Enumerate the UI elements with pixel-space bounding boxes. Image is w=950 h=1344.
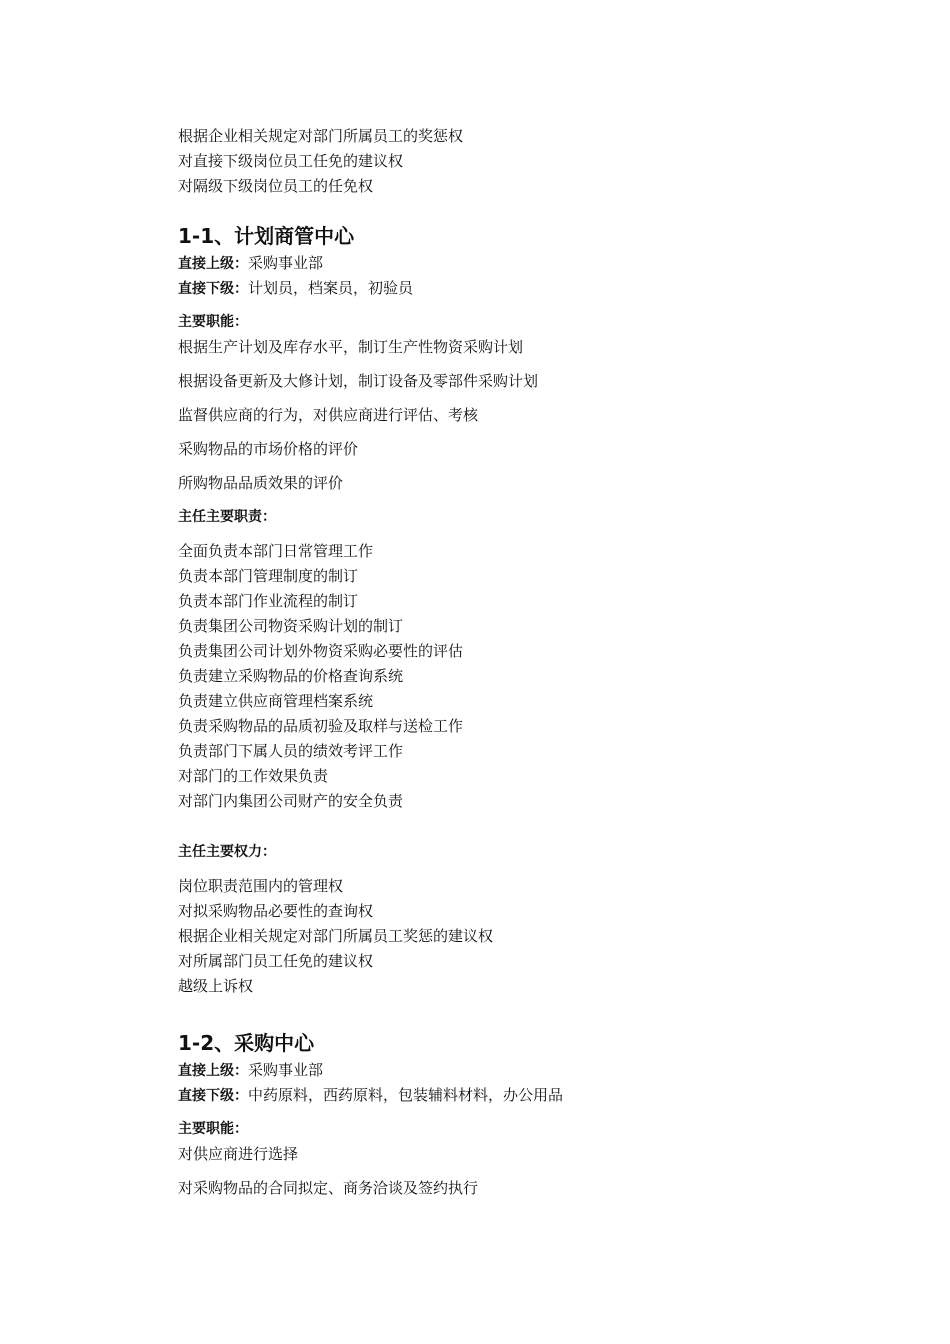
list-item: 负责集团公司物资采购计划的制订 [178,617,404,635]
list-item: 采购物品的市场价格的评价 [178,440,359,458]
director-powers-list [178,874,878,999]
list-item: 负责建立采购物品的价格查询系统 [178,667,404,685]
direct-superior-row [178,1058,878,1083]
list-item: 负责本部门作业流程的制订 [178,592,359,610]
list-item: 越级上诉权 [178,977,254,995]
section-planning-center [178,221,878,999]
main-functions-label: 主要职能： [178,314,248,330]
list-item: 负责本部门管理制度的制订 [178,567,359,585]
direct-superior-value: 采购事业部 [248,254,324,272]
list-item: 岗位职责范围内的管理权 [178,877,344,895]
list-item: 负责建立供应商管理档案系统 [178,692,374,710]
list-item: 负责采购物品的品质初验及取样与送检工作 [178,717,464,735]
list-item: 根据生产计划及库存水平，制订生产性物资采购计划 [178,338,524,356]
direct-subordinate-value: 计划员，档案员，初验员 [248,279,414,297]
direct-subordinate-row [178,1083,878,1108]
list-item: 对采购物品的合同拟定、商务洽谈及签约执行 [178,1179,479,1197]
list-item: 负责部门下属人员的绩效考评工作 [178,742,404,760]
direct-superior-label: 直接上级： [178,1063,248,1079]
list-item: 对供应商进行选择 [178,1145,299,1163]
direct-subordinate-value: 中药原料，西药原料，包装辅料材料，办公用品 [248,1086,564,1104]
direct-subordinate-row [178,276,878,301]
list-item: 对部门的工作效果负责 [178,767,329,785]
list-item: 监督供应商的行为，对供应商进行评估、考核 [178,406,479,424]
direct-superior-row [178,251,878,276]
direct-superior-value: 采购事业部 [248,1061,324,1079]
main-functions-list [178,1142,878,1201]
document-page [178,124,878,1210]
intro-rights-list [178,124,878,199]
list-item: 根据企业相关规定对部门所属员工的奖惩权 [178,127,464,145]
list-item: 对部门内集团公司财产的安全负责 [178,792,404,810]
list-item: 根据企业相关规定对部门所属员工奖惩的建议权 [178,927,494,945]
list-item: 全面负责本部门日常管理工作 [178,542,374,560]
direct-subordinate-label: 直接下级： [178,281,248,297]
main-functions-label: 主要职能： [178,1121,248,1137]
main-functions-list [178,335,878,496]
section-procurement-center [178,1028,878,1201]
section-title: 1-2、采购中心 [178,1031,315,1055]
director-duties-list [178,539,878,814]
list-item: 对所属部门员工任免的建议权 [178,952,374,970]
direct-subordinate-label: 直接下级： [178,1088,248,1104]
list-item: 负责集团公司计划外物资采购必要性的评估 [178,642,464,660]
list-item: 所购物品品质效果的评价 [178,474,344,492]
list-item: 对直接下级岗位员工任免的建议权 [178,152,404,170]
director-duties-label: 主任主要职责： [178,509,276,525]
director-powers-label: 主任主要权力： [178,844,276,860]
list-item: 根据设备更新及大修计划，制订设备及零部件采购计划 [178,372,539,390]
list-item: 对拟采购物品必要性的查询权 [178,902,374,920]
section-title: 1-1、计划商管中心 [178,224,355,248]
list-item: 对隔级下级岗位员工的任免权 [178,177,374,195]
direct-superior-label: 直接上级： [178,256,248,272]
